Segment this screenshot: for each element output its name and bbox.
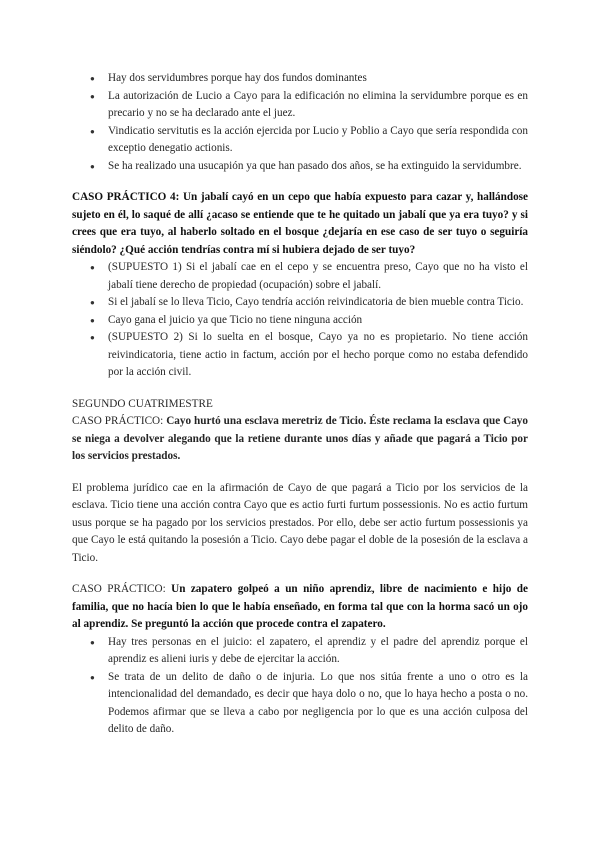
case-statement: Cayo hurtó una esclava meretriz de Ticio. Éste reclama la esclava que Cayo se niega a devolver alegando que la retiene durante unos días y añade que pagará a Ticio por los servicios prestados.: [72, 415, 528, 462]
document-page: [72, 70, 528, 739]
case4-list: [72, 259, 528, 382]
case-heading: [72, 413, 528, 466]
list-item: ● La autorización de Lucio a Cayo para la edificación no elimina la servidumbre porque es en precario y no se ha declarado ante el juez.: [108, 88, 528, 123]
case4-heading: [72, 189, 528, 259]
zapatero-statement: Un zapatero golpeó a un niño aprendiz, libre de nacimiento e hijo de familia, que no hacía bien lo que le había enseñado, en forma tal que con la horma sacó un ojo al aprendiz. Se preguntó la acción que procede contra el zapatero.: [72, 583, 528, 630]
zapatero-heading: [72, 581, 528, 634]
list-item: ● Hay dos servidumbres porque hay dos fundos dominantes: [108, 70, 528, 88]
list-item: ● Se trata de un delito de daño o de injuria. Lo que nos sitúa frente a uno o otro es la intencionalidad del demandado, es decir que haya dolo o no, que lo haya hecho a posta o no. Podemos afirmar que se lleva a cabo por negligencia por lo que es una acción culposa del delito de daño.: [108, 669, 528, 739]
list-item: ● Se ha realizado una usucapión ya que han pasado dos años, se ha extinguido la servidumbre.: [108, 158, 528, 176]
section-title: SEGUNDO CUATRIMESTRE: [72, 397, 213, 410]
case-analysis-paragraph: El problema jurídico cae en la afirmación de Cayo de que pagará a Ticio por los servicios de la esclava. Ticio tiene una acción contra Cayo que es actio furti furtum possessionis. No es actio furtum usus porque se ha pagado por los servicios prestados. Por ello, debe ser actio furtum possessionis ya que Cayo le está quitando la posesión a Ticio. Cayo debe pagar el doble de la posesión de la esclava a Ticio.: [72, 481, 528, 564]
list-item: ● Vindicatio servitutis es la acción ejercida por Lucio y Poblio a Cayo que sería respondida con exceptio denegatio actionis.: [108, 123, 528, 158]
list-item: ● Cayo gana el juicio ya que Ticio no tiene ninguna acción: [108, 312, 528, 330]
list-item: ● (SUPUESTO 2) Si lo suelta en el bosque, Cayo ya no es propietario. No tiene acción reivindicatoria, tiene actio in factum, acción por el hecho porque como no estaba defendido por la acción civil.: [108, 329, 528, 382]
case4-statement: Un jabalí cayó en un cepo que había expuesto para cazar y, hallándose sujeto en él, lo saqué de allí ¿acaso se entiende que te he quitado un jabalí que ya era tuyo? y si crees que era tuyo, al haberlo soltado en el bosque ¿dejaría en ese caso de ser tuyo o seguiría siéndolo? ¿Qué acción tendrías contra mí si hubiera dejado de ser tuyo?: [72, 191, 528, 256]
case4-label: CASO PRÁCTICO 4:: [72, 191, 180, 203]
list-item: ● Hay tres personas en el juicio: el zapatero, el aprendiz y el padre del aprendiz porque el aprendiz es alieni iuris y debe de ejercitar la acción.: [108, 634, 528, 669]
zapatero-list: [72, 634, 528, 739]
list-item: ● Si el jabalí se lo lleva Ticio, Cayo tendría acción reivindicatoria de bien mueble contra Ticio.: [108, 294, 528, 312]
case-label: CASO PRÁCTICO:: [72, 415, 164, 427]
zapatero-label: CASO PRÁCTICO:: [72, 583, 166, 595]
list-item: ● (SUPUESTO 1) Si el jabalí cae en el cepo y se encuentra preso, Cayo que no ha visto el jabalí tiene derecho de propiedad (ocupación) sobre el jabalí.: [108, 259, 528, 294]
section1-list: [72, 70, 528, 175]
